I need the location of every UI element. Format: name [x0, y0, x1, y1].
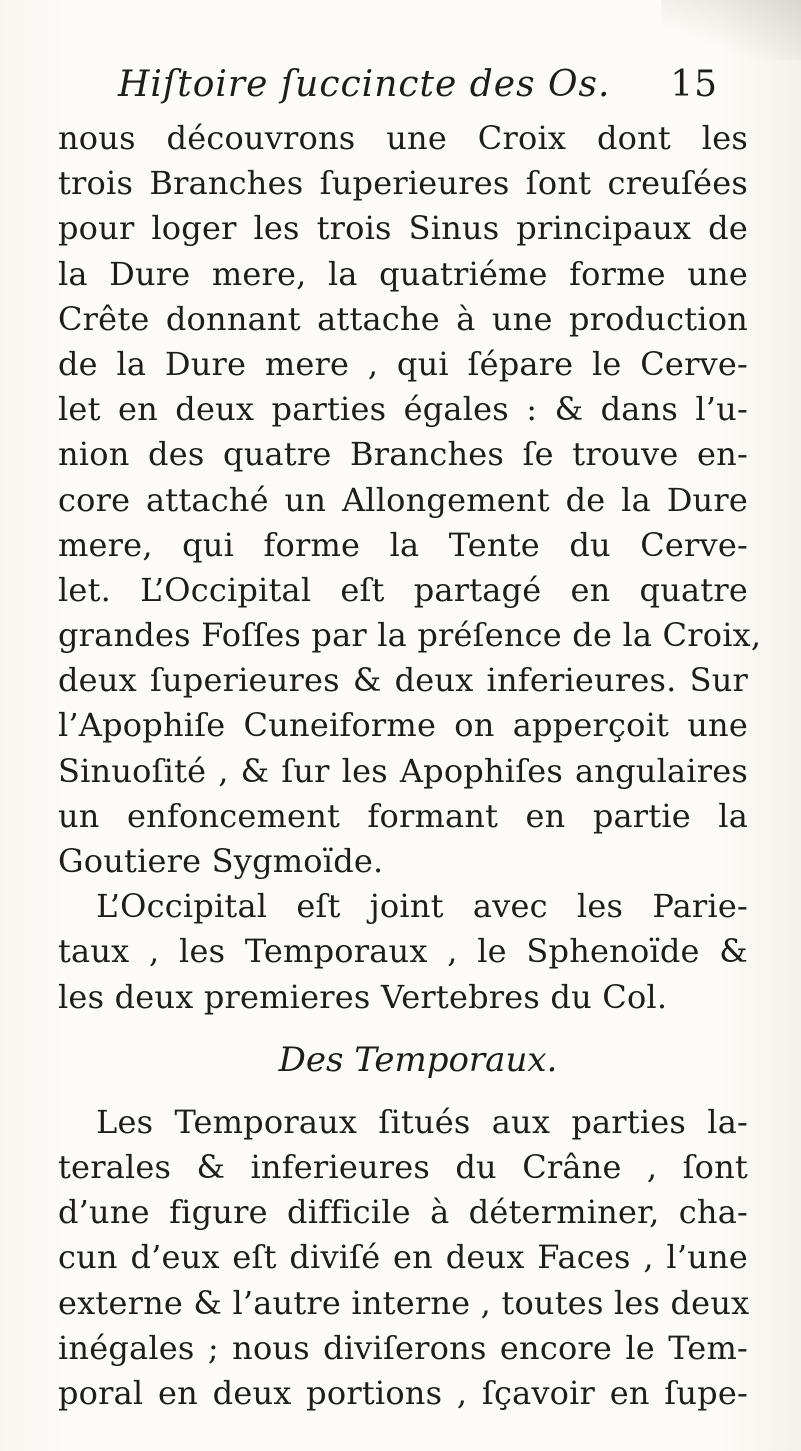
text-line: l’Apophiſe Cuneiforme on apperçoit une — [58, 706, 748, 745]
text-line: externe & l’autre interne , toutes les deux — [58, 1283, 750, 1322]
text-line: core attaché un Allongement de la Dure — [58, 480, 748, 519]
text-line: la Dure mere, la quatriéme forme une — [58, 254, 748, 293]
paragraph-temporal-bones — [58, 1100, 748, 1416]
page-corner-shadow — [661, 0, 801, 60]
text-line: Sinuoſité , & ſur les Apophiſes angulaires — [58, 751, 748, 790]
section-heading: Des Temporaux. — [278, 1039, 558, 1080]
text-line: Goutiere Sygmoïde. — [58, 842, 384, 880]
body-text — [58, 116, 762, 1416]
text-line: taux , les Temporaux , le Sphenoïde & — [58, 932, 748, 971]
text-line: let. L’Occipital eſt partagé en quatre — [58, 570, 748, 609]
page-number: 15 — [670, 64, 718, 105]
text-line: Les Temporaux ſitués aux parties la- — [96, 1102, 748, 1141]
text-line: cun d’eux eſt diviſé en deux Faces , l’une — [58, 1238, 748, 1277]
text-line: terales & inferieures du Crâne , ſont — [58, 1147, 748, 1186]
paragraph-occipital-joints — [58, 884, 748, 1020]
text-line: de la Dure mere , qui ſépare le Cerve- — [58, 344, 748, 383]
paragraph-occipital-cross — [58, 116, 762, 884]
running-head — [118, 64, 718, 116]
text-line: poral en deux portions , ſçavoir en ſupe- — [58, 1373, 748, 1412]
text-line: un enfoncement formant en partie la — [58, 796, 748, 835]
text-line: let en deux parties égales : & dans l’u- — [58, 390, 748, 429]
text-line: trois Branches ſuperieures ſont creuſées — [58, 164, 748, 203]
text-line: inégales ; nous diviſerons encore le Tem- — [58, 1328, 748, 1367]
text-line: grandes Foſſes par la préſence de la Croix, — [58, 616, 762, 655]
text-line: d’une figure difficile à déterminer, cha- — [58, 1193, 748, 1232]
text-line: deux ſuperieures & deux inferieures. Sur — [58, 661, 748, 700]
text-line: L’Occipital eſt joint avec les Parie- — [96, 887, 748, 926]
text-line: Crête donnant attache à une production — [58, 299, 748, 338]
text-line: mere, qui forme la Tente du Cerve- — [58, 525, 748, 564]
text-line: nous découvrons une Croix dont les — [58, 119, 748, 157]
text-line: pour loger les trois Sinus principaux de — [58, 209, 748, 248]
text-line: les deux premieres Vertebres du Col. — [58, 977, 668, 1016]
text-line: nion des quatre Branches ſe trouve en- — [58, 435, 748, 474]
running-head-title: Hiſtoire ſuccincte des Os. — [118, 64, 611, 105]
